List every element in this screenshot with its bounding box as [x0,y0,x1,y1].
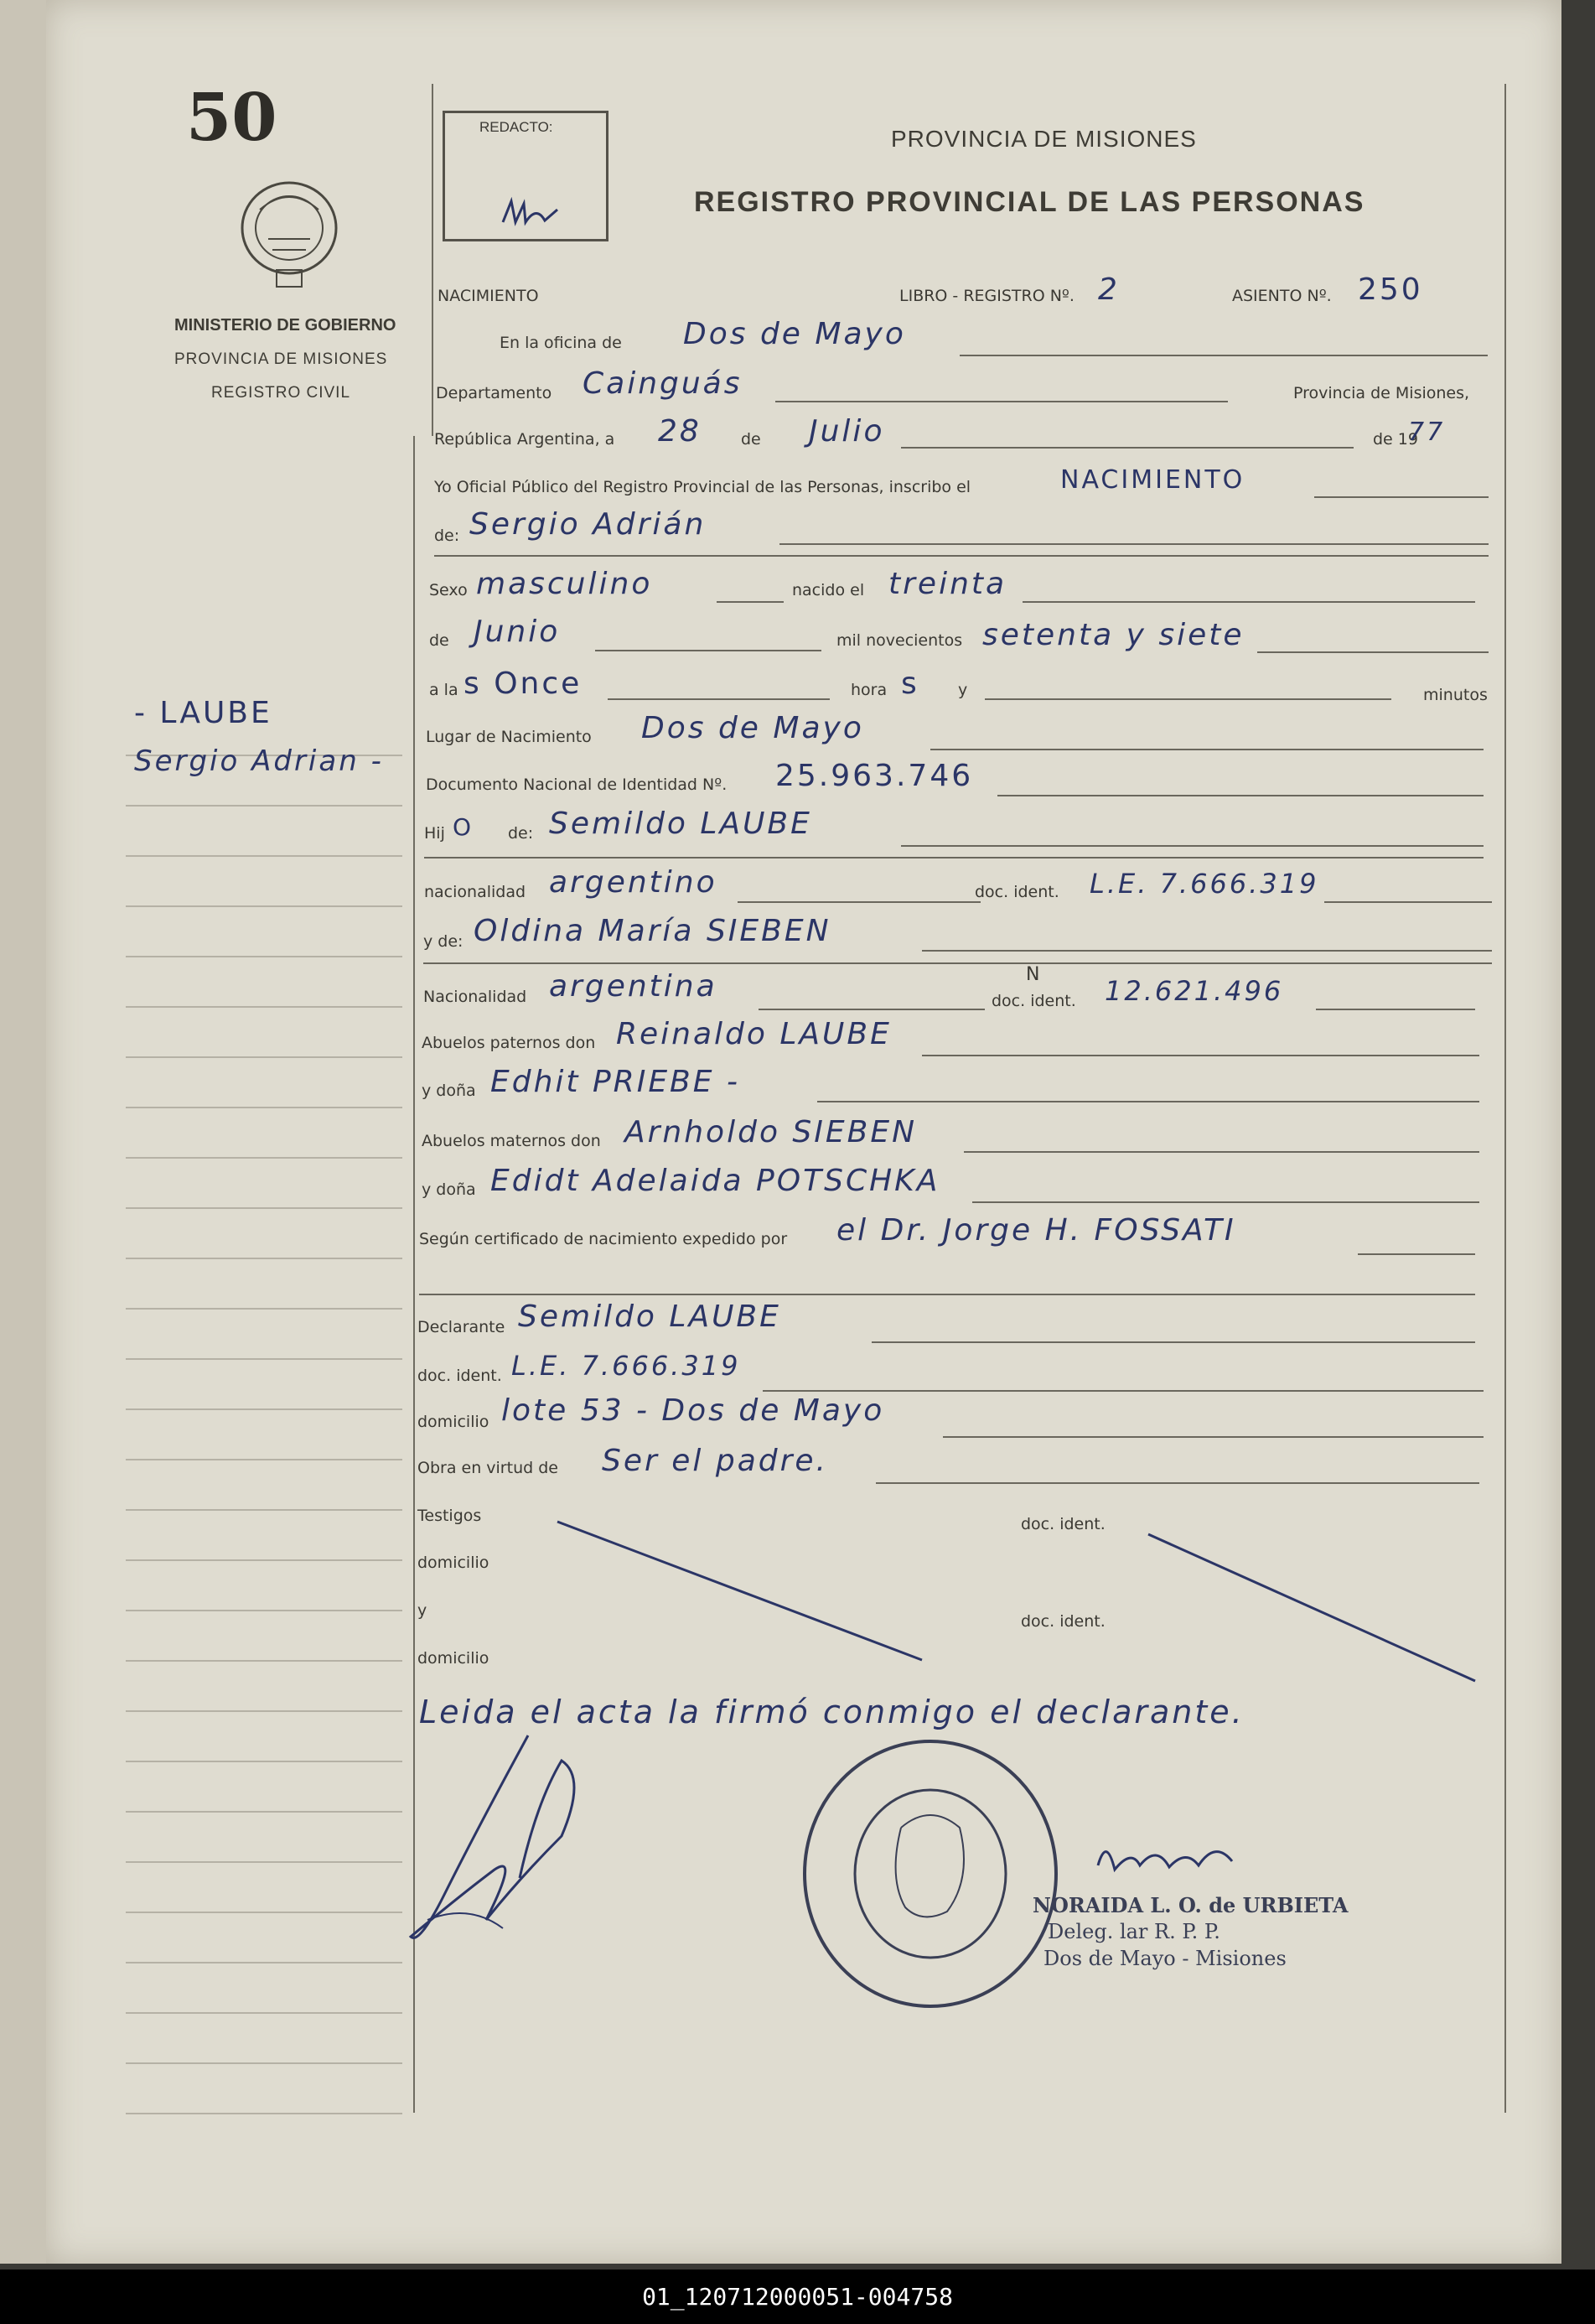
de-label: de [741,430,761,449]
asiento-label: ASIENTO Nº. [1232,287,1332,305]
name-value: Sergio Adrián [469,507,707,542]
margin-rule [126,1710,402,1712]
oficina-value: Dos de Mayo [683,317,906,351]
doc-padre-label: doc. ident. [975,883,1059,901]
margin-rule [126,1559,402,1561]
registro-civil-label: REGISTRO CIVIL [211,384,351,402]
margin-rule [126,956,402,957]
fill-line [423,962,1492,964]
margin-rule [126,1006,402,1008]
fill-line [930,749,1484,750]
abuela-pat-value: Edhit PRIEBE - [490,1065,740,1099]
hijo-de-label: de: [508,824,534,843]
fill-line [985,698,1391,700]
fill-line [997,795,1484,796]
domicilio-label: domicilio [417,1413,489,1431]
abuelos-mat-label: Abuelos maternos don [422,1132,601,1150]
fill-line [1316,1009,1475,1010]
month-value: Julio [809,414,885,449]
doc-madre-value: 12.621.496 [1105,975,1284,1007]
ministerio-label: MINISTERIO DE GOBIERNO [174,316,396,335]
fill-line [424,857,1484,859]
hora-value: s [901,667,919,701]
province-title: PROVINCIA DE MISIONES [891,126,1197,152]
initials-signature [499,197,566,231]
fill-line [1023,601,1475,603]
fill-line [608,698,830,700]
nac-madre-label: Nacionalidad [423,988,527,1006]
margin-rule [126,1358,402,1360]
hora-label: hora [851,681,888,699]
fill-line [901,845,1484,847]
fill-line [960,355,1488,356]
fill-line [901,447,1354,449]
doc-madre-label: doc. ident. [992,992,1076,1010]
margin-rule [126,1811,402,1813]
margin-rule [126,1962,402,1963]
official-signature [1090,1832,1257,1891]
fill-line [1257,651,1489,653]
alas-label: a la [429,681,458,699]
certificado-label: Según certificado de nacimiento expedido por [419,1230,788,1248]
doc-t1-label: doc. ident. [1021,1515,1106,1533]
doc-decl-value: L.E. 7.666.319 [511,1350,741,1382]
de-year-label: de 19 [1373,430,1418,449]
margin-rule [126,1157,402,1159]
nacido-value: treinta [888,567,1007,601]
margin-rule [126,1509,402,1511]
margin-rule [126,1408,402,1410]
margin-rule [126,1258,402,1259]
nac-padre-value: argentino [549,865,717,900]
margin-rule [126,2062,402,2064]
fill-line [872,1341,1475,1343]
doc-madre-mark: N [1026,964,1040,985]
padre-value: Semildo LAUBE [549,807,812,841]
strike-lines [553,1517,1492,1685]
dona2-label: y doña [422,1180,476,1199]
hijo-suffix: O [453,813,474,841]
alas-value: s Once [463,667,583,701]
fill-line [738,901,981,903]
margin-rule [126,1056,402,1058]
margin-rule [126,1459,402,1460]
margin-rule [126,1761,402,1762]
obra-value: Ser el padre. [602,1444,828,1478]
doc-padre-value: L.E. 7.666.319 [1090,868,1319,900]
official-name: NORAIDA L. O. de URBIETA [1033,1893,1349,1917]
domicilio-value: lote 53 - Dos de Mayo [501,1393,885,1428]
fill-line [717,601,784,603]
libro-label: LIBRO - REGISTRO Nº. [899,287,1075,305]
oficina-label: En la oficina de [500,334,622,352]
domicilio-t1-label: domicilio [417,1554,489,1572]
y-label: y [958,681,968,699]
fill-line [419,1294,1475,1295]
frame-line [432,84,433,436]
margin-rule [126,905,402,907]
official-title: Deleg. lar R. P. P. [1048,1920,1220,1943]
dona-label: y doña [422,1082,476,1100]
nac-padre-label: nacionalidad [424,883,526,901]
departamento-value: Cainguás [583,366,743,401]
nacido-label: nacido el [792,581,865,599]
minutos-label: minutos [1423,686,1488,704]
fill-line [779,543,1489,545]
fill-line [759,1009,985,1010]
margin-rule [126,1207,402,1209]
de-name-label: de: [434,527,460,545]
margin-rule [126,855,402,857]
fill-line [595,650,821,651]
fill-line [434,555,1489,557]
margin-rule [126,1861,402,1863]
margin-rule [126,805,402,807]
nac-madre-value: argentina [549,969,717,1004]
departamento-label: Departamento [436,384,552,402]
footer-id: 01_120712000051-004758 [0,2270,1595,2324]
margin-rule [126,1610,402,1611]
testigos-label: Testigos [417,1507,482,1525]
abuelo-pat-value: Reinaldo LAUBE [616,1017,892,1051]
margin-given-name: Sergio Adrian - [134,744,384,778]
abuelos-pat-label: Abuelos paternos don [422,1034,596,1052]
dni-value: 25.963.746 [775,759,974,793]
certificado-value: el Dr. Jorge H. FOSSATI [836,1213,1236,1248]
margin-rule [126,1107,402,1108]
doc-t2-label: doc. ident. [1021,1612,1106,1631]
margin-rule [126,2012,402,2014]
fill-line [972,1201,1479,1203]
lugar-label: Lugar de Nacimiento [426,728,592,746]
y-de-label: y de: [423,932,463,951]
inscribo-value: NACIMIENTO [1060,465,1245,495]
de2-label: de [429,631,449,650]
fill-line [876,1482,1479,1484]
declarant-signature [394,1727,612,1962]
provincia-misiones-label: Provincia de Misiones, [1293,384,1470,402]
fill-line [922,1055,1479,1056]
margin-surname: - LAUBE [134,696,272,730]
fill-line [922,950,1492,952]
fill-line [943,1436,1484,1438]
sexo-label: Sexo [429,581,468,599]
fill-line [964,1151,1479,1153]
provincia-label: PROVINCIA DE MISIONES [174,350,388,368]
month2-value: Junio [474,615,561,649]
closing-statement: Leida el acta la firmó conmigo el declarante. [419,1694,1245,1730]
doc-decl-label: doc. ident. [417,1367,502,1385]
domicilio-t2-label: domicilio [417,1649,489,1668]
dni-label: Documento Nacional de Identidad Nº. [426,776,728,794]
declarante-value: Semildo LAUBE [518,1299,781,1334]
abuela-mat-value: Edidt Adelaida POTSCHKA [490,1164,940,1198]
margin-rule [126,2113,402,2114]
republica-label: República Argentina, a [434,430,615,449]
nacimiento-label: NACIMIENTO [438,287,539,305]
anio-value: setenta y siete [982,618,1245,652]
margin-rule [126,1308,402,1310]
day-value: 28 [658,414,702,449]
margin-rule [126,1660,402,1662]
year-value: 77 [1408,418,1446,447]
asiento-value: 250 [1358,272,1423,307]
abuelo-mat-value: Arnholdo SIEBEN [624,1115,917,1149]
margin-rule [126,1912,402,1913]
fill-line [1324,901,1492,903]
fill-line [817,1101,1479,1102]
madre-value: Oldina María SIEBEN [474,914,831,948]
redacto-label: REDACTO: [479,119,553,135]
y-t-label: y [417,1601,427,1620]
declarante-label: Declarante [417,1318,505,1336]
fill-line [1358,1253,1475,1255]
coat-of-arms-icon [235,176,344,293]
registry-seal-icon [796,1735,1064,2012]
fill-line [1314,496,1489,498]
obra-label: Obra en virtud de [417,1459,558,1477]
lugar-value: Dos de Mayo [641,711,864,745]
yo-oficial-label: Yo Oficial Público del Registro Provincial de las Personas, inscribo el [434,478,971,496]
page-number: 50 [186,80,277,156]
registry-title: REGISTRO PROVINCIAL DE LAS PERSONAS [694,186,1365,218]
frame-line [1504,84,1506,2113]
mil-novecientos-label: mil novecientos [836,631,963,650]
fill-line [763,1390,1484,1392]
fill-line [775,401,1228,402]
sexo-value: masculino [476,567,653,601]
hijo-label: Hij [424,824,445,843]
official-location: Dos de Mayo - Misiones [1043,1947,1287,1970]
libro-value: 2 [1098,272,1120,307]
